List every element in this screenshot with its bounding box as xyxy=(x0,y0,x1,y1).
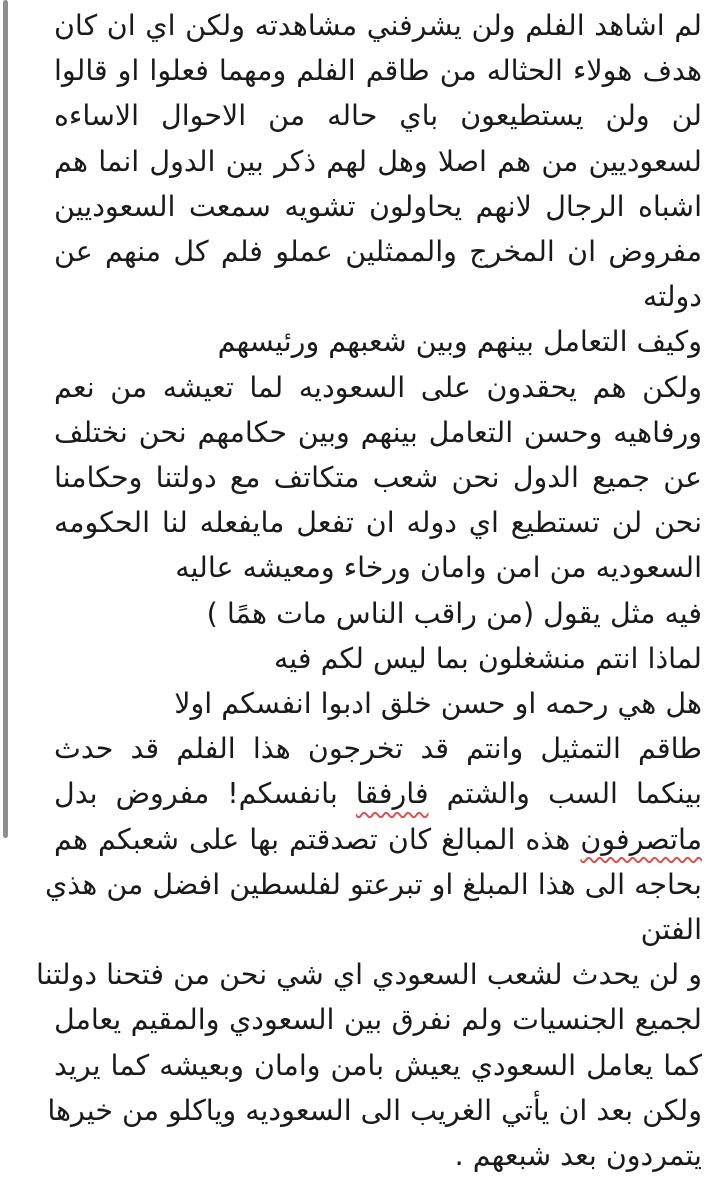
text-line: الفتن xyxy=(640,913,702,947)
scrollbar-thumb[interactable] xyxy=(3,0,8,838)
text-fragment: بينكما السب والشتم xyxy=(428,777,702,811)
text-line-with-spellcheck xyxy=(54,817,702,862)
text-line: دولته xyxy=(642,280,702,314)
note-text-body[interactable] xyxy=(36,3,702,1178)
text-line: طاقم التمثيل وانتم قد تخرجون هذا الفلم قد حدث xyxy=(54,732,702,766)
text-line: عن جميع الدول نحن شعب متكاتف مع دولتنا وحكامنا xyxy=(54,461,702,495)
misspelled-word[interactable]: ماتصرفون xyxy=(580,822,702,856)
text-line: مفروض ان المخرج والممثلين عملو فلم كل منهم عن xyxy=(54,235,702,269)
text-line: نحن لن تستطيع اي دوله ان تفعل مايفعله لنا الحكومه xyxy=(54,506,702,540)
vertical-scrollbar[interactable] xyxy=(0,0,10,1200)
text-fragment: بانفسكم! مفروض بدل xyxy=(54,777,356,811)
text-line: ولكن هم يحقدون على السعوديه لما تعيشه من نعم xyxy=(54,370,702,404)
text-line: ورفاهيه وحسن التعامل بينهم وبين حكامهم نحن نختلف xyxy=(54,415,702,449)
text-line: و لن يحدث لشعب السعودي اي شي نحن من فتحنا دولتنا xyxy=(36,958,702,992)
text-line: وكيف التعامل بينهم وبين شعبهم ورئيسهم xyxy=(217,325,702,359)
misspelled-word[interactable]: فارفقا xyxy=(355,777,429,811)
text-line: كما يعامل السعودي يعيش بامن وامان وبعيشه كما يريد xyxy=(54,1048,702,1082)
text-line: هل هي رحمه او حسن خلق ادبوا انفسكم اولا xyxy=(174,687,702,721)
text-line-with-spellcheck xyxy=(54,771,702,816)
text-line: لن ولن يستطيعون باي حاله من الاحوال الاساءه xyxy=(54,99,702,133)
text-line: السعوديه من امن وامان ورخاء ومعيشه عاليه xyxy=(175,551,702,585)
text-fragment: هذه المبالغ كان تصدقتم بها على شعبكم هم xyxy=(54,822,581,856)
text-line: يتمردون بعد شبعهم . xyxy=(454,1139,702,1173)
text-line: لم اشاهد الفلم ولن يشرفني مشاهدته ولكن اي ان كان xyxy=(54,9,702,42)
text-line: ولكن بعد ان يأتي الغريب الى السعوديه وياكلو من خيرها xyxy=(47,1093,702,1127)
text-line: لسعوديين من هم اصلا وهل لهم ذكر بين الدول انما هم xyxy=(54,144,702,178)
text-line: اشباه الرجال لانهم يحاولون تشويه سمعت السعوديين xyxy=(54,189,702,223)
text-line: بحاجه الى هذا المبلغ او تبرعتو لفلسطين افضل من هذي xyxy=(45,867,702,901)
text-line: فيه مثل يقول (من راقب الناس مات همًا ) xyxy=(206,596,702,630)
text-line: لماذا انتم منشغلون بما ليس لكم فيه xyxy=(274,641,702,675)
text-line: هدف هولاء الحثاله من طاقم الفلم ومهما فعلوا او قالوا xyxy=(54,54,702,88)
text-line: لجميع الجنسيات ولم نفرق بين السعودي والمقيم يعامل xyxy=(54,1003,702,1037)
